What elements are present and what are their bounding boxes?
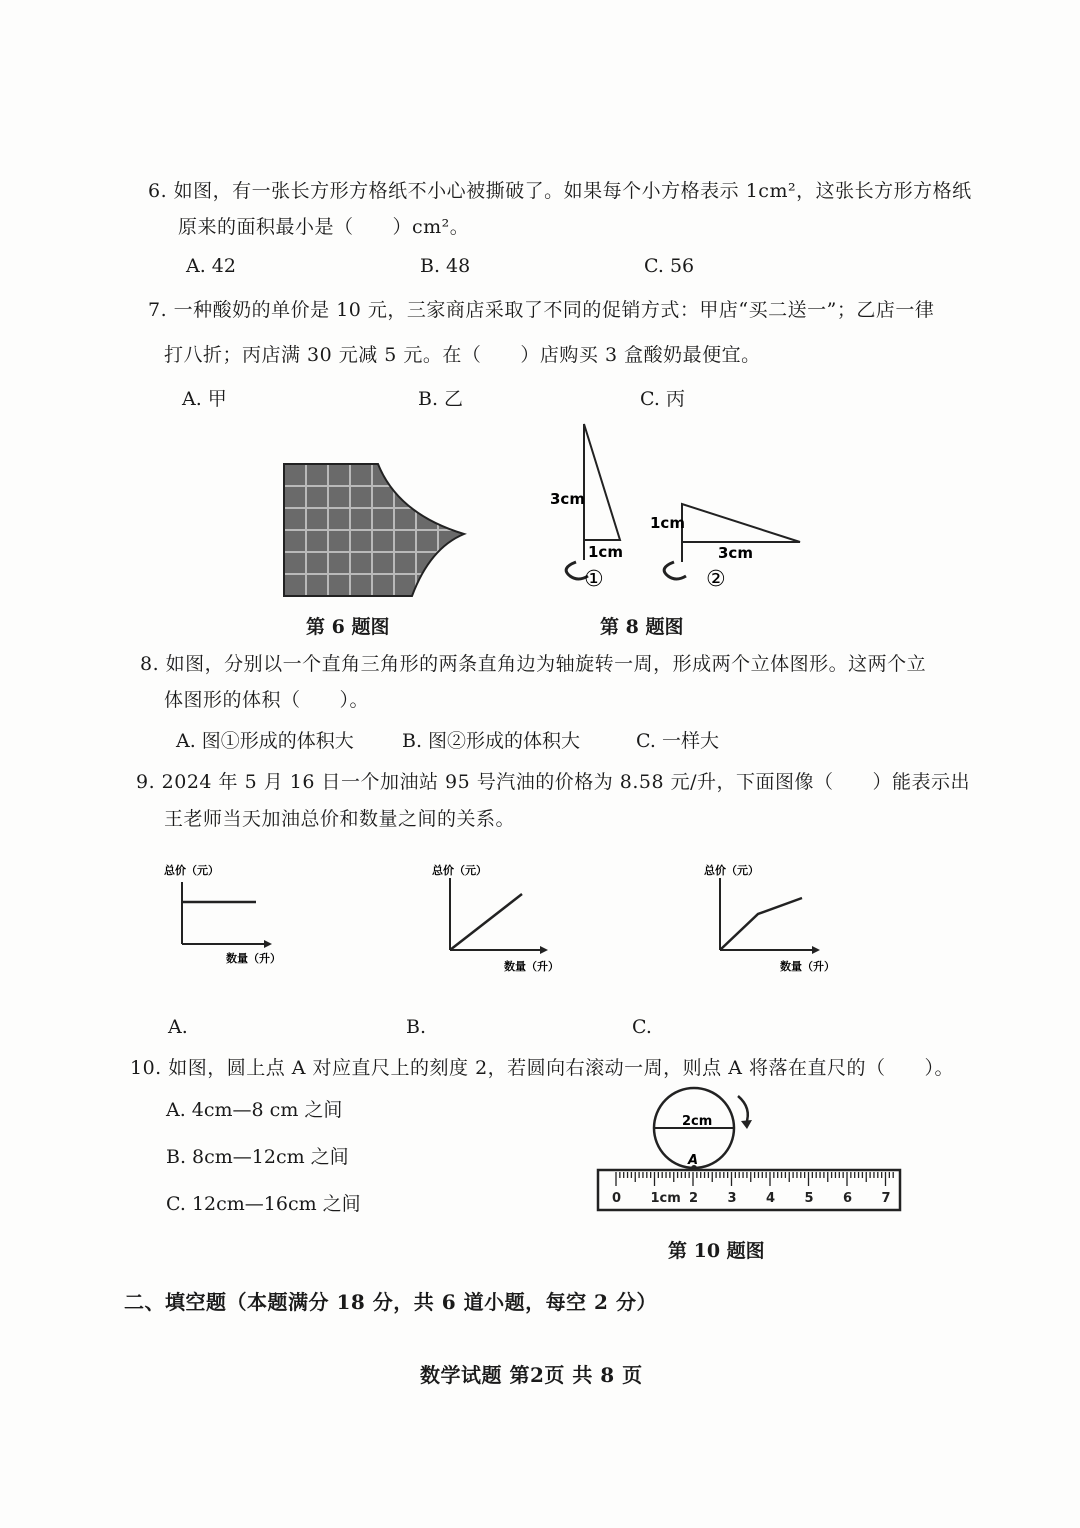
ruler-tick-label: 1cm bbox=[650, 1191, 681, 1206]
page-footer: 数学试题 第2页 共 8 页 bbox=[420, 1363, 643, 1387]
graph-b-line bbox=[450, 894, 522, 950]
roll-direction-arrow-icon bbox=[738, 1096, 748, 1124]
q8-line1: 8. 如图，分别以一个直角三角形的两条直角边为轴旋转一周，形成两个立体图形。这两个立 bbox=[140, 653, 927, 675]
q8-figure-caption: 第 8 题图 bbox=[600, 616, 684, 638]
ruler-tick-label: 5 bbox=[804, 1191, 814, 1206]
q8-line2: 体图形的体积（ ）。 bbox=[164, 689, 370, 711]
q10-line1: 10. 如图，圆上点 A 对应直尺上的刻度 2，若圆向右滚动一周，则点 A 将落在直尺的（ ）。 bbox=[130, 1057, 954, 1079]
q7-option-a: A. 甲 bbox=[182, 388, 227, 410]
q6-line2: 原来的面积最小是（ ）cm²。 bbox=[178, 216, 470, 238]
q6-option-b: B. 48 bbox=[420, 255, 471, 277]
q10-circle-ruler-figure bbox=[596, 1088, 906, 1214]
graph-c-line bbox=[720, 898, 802, 950]
q10-option-b: B. 8cm—12cm 之间 bbox=[166, 1146, 349, 1168]
t2-number: ② bbox=[706, 567, 726, 592]
t1-number: ① bbox=[584, 567, 604, 592]
x-axis-label: 数量（升） bbox=[780, 960, 835, 973]
y-axis-label: 总价（元） bbox=[704, 864, 759, 877]
q9-graph-c bbox=[700, 860, 840, 976]
q6-figure-caption: 第 6 题图 bbox=[306, 616, 390, 638]
q9-option-b: B. bbox=[406, 1016, 427, 1038]
q6-line1: 6. 如图，有一张长方形方格纸不小心被撕破了。如果每个小方格表示 1cm²，这张长方形方格纸 bbox=[148, 180, 972, 202]
y-axis-label: 总价（元） bbox=[432, 864, 487, 877]
t1-height-label: 3cm bbox=[550, 490, 585, 508]
circle-diameter-label: 2cm bbox=[682, 1114, 713, 1129]
q7-option-c: C. 丙 bbox=[640, 388, 685, 410]
x-axis-label: 数量（升） bbox=[504, 960, 559, 973]
rotate-arrow-icon bbox=[664, 562, 686, 579]
q6-torn-grid-figure bbox=[280, 462, 470, 602]
q9-option-c: C. bbox=[632, 1016, 652, 1038]
q9-graph-a bbox=[160, 860, 290, 970]
q9-line1: 9. 2024 年 5 月 16 日一个加油站 95 号汽油的价格为 8.58 元/升，下面图像（ ）能表示出 bbox=[136, 771, 971, 793]
point-a-label: A bbox=[688, 1153, 699, 1168]
q8-option-b: B. 图②形成的体积大 bbox=[402, 730, 581, 752]
t2-height-label: 1cm bbox=[650, 514, 685, 532]
ruler-tick-label: 7 bbox=[881, 1191, 891, 1206]
ruler-tick-label: 6 bbox=[843, 1191, 853, 1206]
q7-line2: 打八折；丙店满 30 元减 5 元。在（ ）店购买 3 盒酸奶最便宜。 bbox=[164, 344, 761, 366]
q9-graph-b bbox=[428, 860, 568, 976]
ruler-tick-label: 0 bbox=[612, 1191, 622, 1206]
q8-triangles-figure bbox=[540, 420, 820, 600]
ruler-tick-label: 3 bbox=[727, 1191, 737, 1206]
t2-base-label: 3cm bbox=[718, 544, 753, 562]
q7-line1: 7. 一种酸奶的单价是 10 元，三家商店采取了不同的促销方式：甲店“买二送一”；乙店一律 bbox=[148, 299, 935, 321]
q6-option-a: A. 42 bbox=[186, 255, 236, 277]
q10-option-a: A. 4cm—8 cm 之间 bbox=[166, 1099, 343, 1121]
q9-option-a: A. bbox=[168, 1016, 188, 1038]
q7-option-b: B. 乙 bbox=[418, 388, 464, 410]
q9-line2: 王老师当天加油总价和数量之间的关系。 bbox=[164, 808, 516, 830]
q10-figure-caption: 第 10 题图 bbox=[668, 1240, 765, 1262]
section2-heading: 二、填空题（本题满分 18 分，共 6 道小题，每空 2 分） bbox=[124, 1290, 657, 1314]
ruler-tick-label: 4 bbox=[766, 1191, 776, 1206]
t1-base-label: 1cm bbox=[588, 543, 623, 561]
q8-option-c: C. 一样大 bbox=[636, 730, 719, 752]
q8-option-a: A. 图①形成的体积大 bbox=[176, 730, 354, 752]
y-axis-label: 总价（元） bbox=[164, 864, 219, 877]
q6-option-c: C. 56 bbox=[644, 255, 695, 277]
ruler-tick-label: 2 bbox=[689, 1191, 699, 1206]
x-axis-label: 数量（升） bbox=[226, 952, 281, 965]
q10-option-c: C. 12cm—16cm 之间 bbox=[166, 1193, 361, 1215]
